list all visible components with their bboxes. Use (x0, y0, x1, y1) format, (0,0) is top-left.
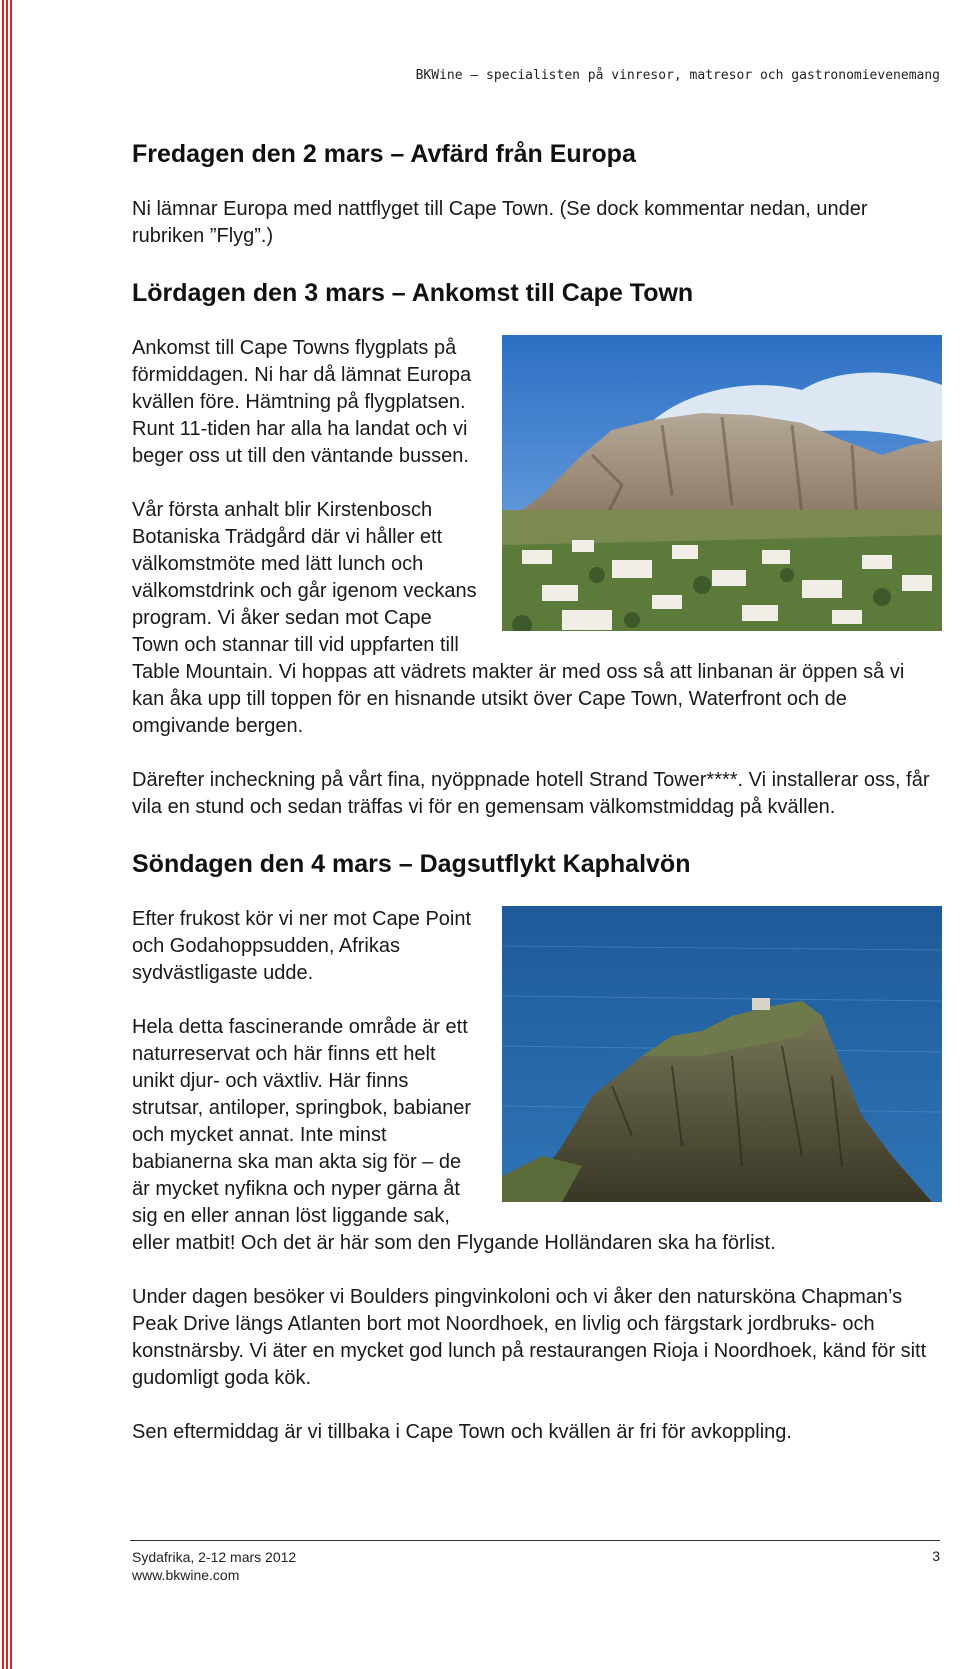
day3-paragraph-2: Hela detta fascinerande område är ett naturreservat och här finns ett helt unikt djur- och växtliv. Här finns strutsar, antiloper, springbok, babianer och mycket annat. Inte minst babianerna ska man akta sig för – de är mycket nyfikna och nyper gärna åt sig en eller annan löst liggande sak, eller matbit! Och det är här som den Flygande Holländaren ska ha förlist. (132, 1016, 776, 1254)
table-mountain-photo (502, 335, 942, 631)
table-mountain-image (502, 335, 942, 631)
page-number: 3 (932, 1548, 940, 1564)
footer-divider (130, 1540, 940, 1541)
margin-rule-2 (6, 0, 8, 1669)
day3-paragraph-4: Sen eftermiddag är vi tillbaka i Cape Town och kvällen är fri för avkoppling. (132, 1421, 792, 1443)
day2-heading: Lördagen den 3 mars – Ankomst till Cape Town (132, 279, 694, 307)
page-content (132, 138, 942, 1473)
footer-website: www.bkwine.com (132, 1567, 240, 1583)
day3-paragraph-3: Under dagen besöker vi Boulders pingvinkoloni och vi åker den natursköna Chapman’s Peak Drive längs Atlanten bort mot Noordhoek, en livlig och färgstark jordbruks- och konstnärsby. Vi äter en mycket god lunch på restaurangen Rioja i Noordhoek, känd för sitt gudomligt goda kök. (132, 1286, 927, 1389)
margin-rule-3 (10, 0, 12, 1669)
day2-paragraph-2: Vår första anhalt blir Kirstenbosch Botaniska Trädgård där vi håller ett välkomstmöte med lätt lunch och välkomstdrink och går igenom veckans program. Vi åker sedan mot Cape Town och stannar till vid uppfarten till Table Mountain. Vi hoppas att vädrets makter är med oss så att linbanan är öppen så vi kan åka upp till toppen för en hisnande utsikt över Cape Town, Waterfront och de omgivande bergen. (132, 499, 905, 737)
day2-paragraph-3: Därefter incheckning på vårt fina, nyöppnade hotell Strand Tower****. Vi installerar oss, får vila en stund och sedan träffas vi för en gemensam välkomstmiddag på kvällen. (132, 769, 930, 818)
cape-point-photo (502, 906, 942, 1202)
cape-point-image (502, 906, 942, 1202)
footer-info (132, 1548, 296, 1584)
day2-paragraph-1: Ankomst till Cape Towns flygplats på förmiddagen. Ni har då lämnat Europa kvällen före. Hämtning på flygplatsen. Runt 11-tiden har alla ha landat och vi beger oss ut till den väntande bussen. (132, 337, 472, 467)
day1-heading: Fredagen den 2 mars – Avfärd från Europa (132, 140, 636, 168)
margin-rule-1 (2, 0, 4, 1669)
day3-heading: Söndagen den 4 mars – Dagsutflykt Kaphalvön (132, 850, 691, 878)
day3-paragraph-1: Efter frukost kör vi ner mot Cape Point och Godahoppsudden, Afrikas sydvästligaste udde. (132, 908, 472, 984)
page-header: BKWine – specialisten på vinresor, matresor och gastronomievenemang (415, 68, 940, 83)
day1-paragraph-1: Ni lämnar Europa med nattflyget till Cape Town. (Se dock kommentar nedan, under rubriken ”Flyg”.) (132, 198, 868, 247)
footer-trip-title: Sydafrika, 2-12 mars 2012 (132, 1549, 297, 1565)
